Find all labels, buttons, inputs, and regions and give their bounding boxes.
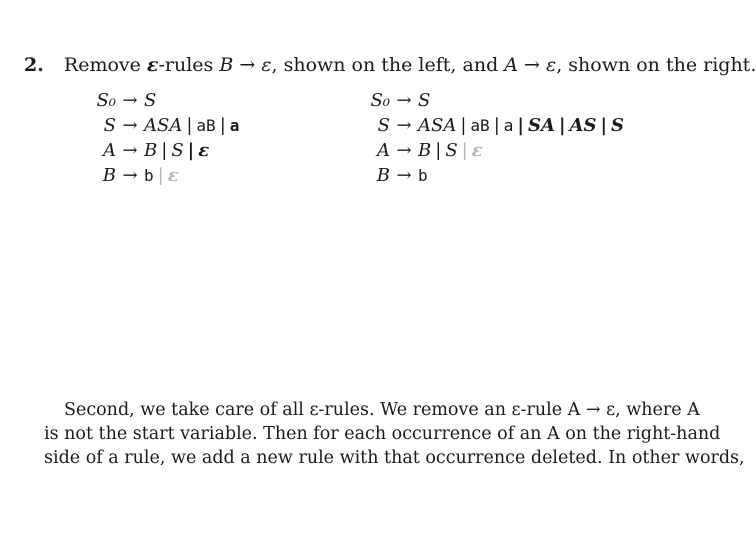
rhs-symbol: ASA — [144, 115, 183, 136]
rhs-symbol: | — [187, 140, 195, 161]
paragraph-line-2: is not the start variable. Then for each occurrence of an A on the right-hand — [44, 424, 721, 444]
rhs-symbol: AS — [569, 115, 597, 136]
rule-arrow: → — [122, 90, 138, 111]
rhs-symbol: aB — [196, 116, 216, 135]
rhs-symbol: B — [418, 140, 432, 161]
rule-rhs — [144, 113, 239, 138]
rule-rhs — [418, 113, 624, 138]
exercise-heading — [24, 54, 756, 76]
rule-rhs — [418, 138, 483, 163]
explanation-paragraph — [44, 398, 745, 470]
heading-text-2: -rules — [158, 54, 214, 76]
heading-text-3: , shown on the left, and — [271, 54, 499, 76]
rule-arrow: → — [396, 90, 412, 111]
paragraph-line-1: Second, we take care of all ε-rules. We remove an ε-rule A → ε, where A — [64, 400, 700, 420]
rule-rhs — [144, 163, 179, 188]
rule-lhs: A — [377, 140, 390, 161]
rhs-symbol: ε — [198, 140, 210, 161]
rhs-symbol: ε — [471, 140, 483, 161]
rule-lhs: S — [103, 115, 116, 136]
right-grammar — [362, 88, 624, 188]
rhs-symbol: S — [144, 90, 157, 111]
left-grammar — [88, 88, 239, 188]
grammar-rule — [88, 88, 239, 113]
rhs-symbol: | — [460, 115, 467, 136]
rule-lhs: S — [377, 115, 390, 136]
rule-rhs — [144, 88, 156, 113]
rule-arrow: → — [122, 115, 138, 136]
rule-arrow: → — [396, 165, 412, 186]
rule-lhs: B — [102, 165, 116, 186]
rhs-symbol: S — [418, 90, 431, 111]
rhs-symbol: aB — [470, 116, 490, 135]
grammar-rule — [362, 88, 624, 113]
rhs-symbol: | — [157, 165, 164, 186]
rhs-symbol: | — [461, 140, 468, 161]
rhs-symbol: S — [171, 140, 184, 161]
rule-lhs: B — [376, 165, 390, 186]
rhs-symbol: | — [186, 115, 193, 136]
rhs-symbol: ε — [167, 165, 179, 186]
rhs-symbol: SA — [527, 115, 555, 136]
paragraph-line-3: side of a rule, we add a new rule with that occurrence deleted. In other words, — [44, 448, 745, 468]
grammar-rule — [88, 163, 239, 188]
heading-text-1: Remove — [63, 54, 141, 76]
rhs-symbol: ASA — [418, 115, 457, 136]
rule-lhs: S₀ — [370, 90, 390, 111]
rhs-symbol: S — [611, 115, 625, 136]
rhs-symbol: | — [161, 140, 168, 161]
heading-rule-a: A → ε — [504, 54, 557, 76]
heading-rule-b: B → ε — [219, 54, 272, 76]
rhs-symbol: B — [144, 140, 158, 161]
rhs-symbol: | — [558, 115, 566, 136]
rule-rhs — [418, 163, 428, 188]
rule-rhs — [418, 88, 430, 113]
rhs-symbol: | — [493, 115, 500, 136]
grammar-rule — [88, 138, 239, 163]
rule-lhs: S₀ — [96, 90, 116, 111]
grammar-rule — [88, 113, 239, 138]
grammar-rule — [362, 163, 624, 188]
rule-lhs: A — [103, 140, 116, 161]
heading-epsilon: ε — [146, 54, 159, 76]
exercise-number: 2. — [24, 54, 44, 76]
rhs-symbol: | — [219, 115, 226, 136]
rule-rhs — [144, 138, 209, 163]
rhs-symbol: | — [517, 115, 524, 136]
rhs-symbol: S — [445, 140, 458, 161]
rule-arrow: → — [122, 165, 138, 186]
rhs-symbol: | — [600, 115, 608, 136]
heading-text-4: , shown on the right. — [556, 54, 756, 76]
grammar-rule — [362, 138, 624, 163]
rule-arrow: → — [396, 140, 412, 161]
rhs-symbol: a — [229, 116, 240, 135]
rhs-symbol: b — [418, 166, 428, 185]
rhs-symbol: a — [503, 116, 514, 135]
grammar-rule — [362, 113, 624, 138]
rhs-symbol: | — [435, 140, 442, 161]
rule-arrow: → — [122, 140, 138, 161]
rhs-symbol: b — [144, 166, 154, 185]
rule-arrow: → — [396, 115, 412, 136]
